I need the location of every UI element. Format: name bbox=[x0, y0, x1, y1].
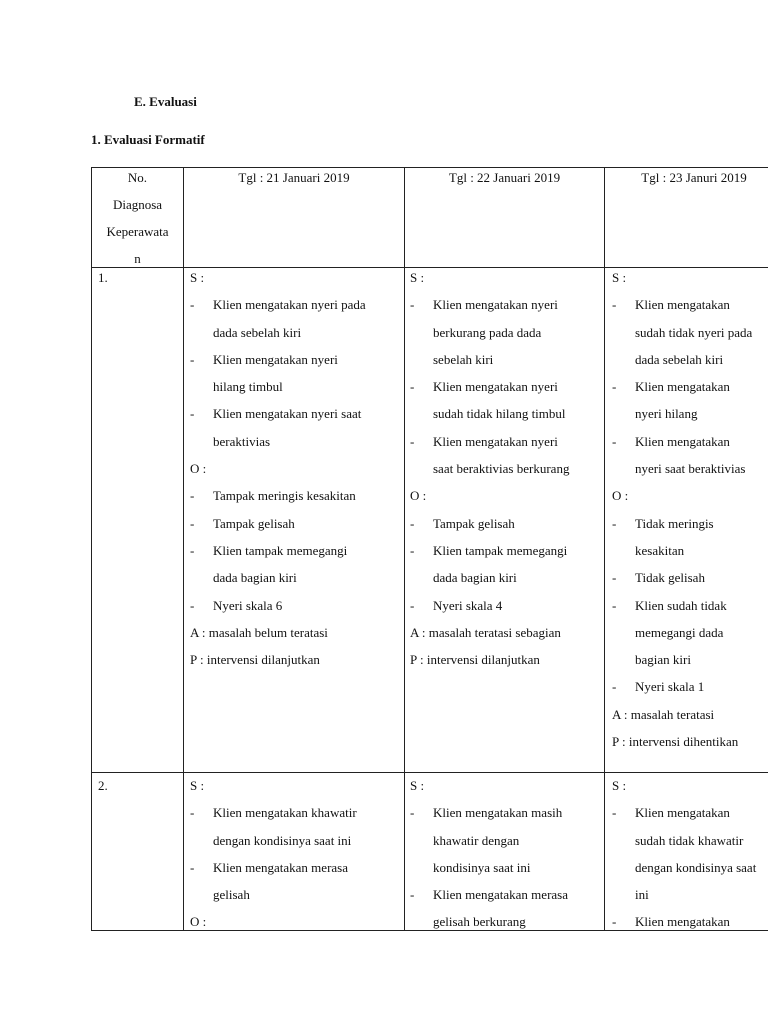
evaluation-cell bbox=[190, 772, 357, 936]
header-line: Keperawata bbox=[106, 224, 169, 239]
bullet-item bbox=[612, 564, 752, 591]
bullet-text bbox=[635, 373, 730, 428]
bullet-item bbox=[190, 592, 366, 619]
bullet-text bbox=[635, 673, 704, 700]
bullet-line: Klien sudah tidak bbox=[635, 597, 727, 613]
bullet-dash: - bbox=[190, 859, 195, 875]
bullet-line: kondisinya saat ini bbox=[433, 859, 531, 875]
bullet-item bbox=[410, 510, 569, 537]
bullet-line: sebelah kiri bbox=[433, 351, 494, 367]
evaluation-cell bbox=[410, 772, 568, 936]
bullet-line: bagian kiri bbox=[635, 652, 691, 668]
header-date-1: Tgl : 21 Januari 2019 bbox=[238, 170, 350, 185]
bullet-line: khawatir dengan bbox=[433, 832, 520, 848]
bullet-line: Klien mengatakan merasa bbox=[213, 859, 348, 875]
bullet-dash: - bbox=[612, 379, 617, 395]
bullet-line: Klien mengatakan khawatir bbox=[213, 805, 357, 821]
bullet-item bbox=[190, 291, 366, 346]
bullet-text bbox=[433, 799, 562, 881]
bullet-item bbox=[190, 400, 366, 455]
cell-paragraph: P : intervensi dilanjutkan bbox=[190, 652, 320, 668]
bullet-line: ini bbox=[635, 887, 649, 903]
bullet-text bbox=[635, 291, 752, 373]
bullet-line: Tampak meringis kesakitan bbox=[213, 488, 356, 504]
bullet-line: Nyeri skala 4 bbox=[433, 597, 503, 613]
bullet-dash: - bbox=[190, 597, 195, 613]
bullet-line: saat beraktivias berkurang bbox=[433, 461, 570, 477]
bullet-line: Klien mengatakan masih bbox=[433, 805, 563, 821]
bullet-line: kesakitan bbox=[635, 542, 685, 558]
bullet-text bbox=[213, 799, 357, 854]
bullet-text bbox=[213, 592, 282, 619]
bullet-text bbox=[213, 291, 366, 346]
bullet-line: berkurang pada dada bbox=[433, 324, 542, 340]
bullet-line: sudah tidak nyeri pada bbox=[635, 324, 753, 340]
bullet-item bbox=[190, 510, 366, 537]
bullet-text bbox=[433, 510, 515, 537]
bullet-line: dengan kondisinya saat bbox=[635, 859, 757, 875]
cell-paragraph: S : bbox=[190, 778, 205, 793]
bullet-line: Nyeri skala 1 bbox=[635, 679, 705, 695]
bullet-text bbox=[433, 428, 569, 483]
bullet-dash: - bbox=[612, 515, 617, 531]
bullet-item bbox=[612, 673, 752, 700]
bullet-text bbox=[635, 564, 705, 591]
cell-paragraph: O : bbox=[612, 488, 629, 504]
bullet-dash: - bbox=[612, 805, 617, 821]
header-date-2: Tgl : 22 Januari 2019 bbox=[448, 170, 561, 185]
bullet-line: sudah tidak khawatir bbox=[635, 832, 744, 848]
bullet-line: Klien mengatakan bbox=[635, 297, 730, 313]
table-border-left bbox=[91, 167, 92, 931]
cell-paragraph: P : intervensi dihentikan bbox=[612, 734, 739, 750]
bullet-text bbox=[213, 537, 347, 592]
bullet-line: gelisah berkurang bbox=[433, 914, 526, 930]
bullet-item bbox=[410, 881, 568, 936]
subsection-title: 1. Evaluasi Formatif bbox=[91, 132, 205, 147]
bullet-item bbox=[190, 537, 366, 592]
bullet-dash: - bbox=[410, 542, 415, 558]
bullet-item bbox=[190, 346, 366, 401]
bullet-dash: - bbox=[190, 488, 195, 504]
bullet-item bbox=[410, 291, 569, 373]
bullet-dash: - bbox=[190, 351, 195, 367]
bullet-text bbox=[635, 799, 756, 908]
bullet-line: sudah tidak hilang timbul bbox=[433, 406, 566, 422]
bullet-dash: - bbox=[612, 679, 617, 695]
bullet-line: Klien mengatakan bbox=[635, 433, 730, 449]
bullet-text bbox=[213, 346, 338, 401]
bullet-line: Klien mengatakan bbox=[635, 379, 730, 395]
bullet-text bbox=[213, 482, 356, 509]
bullet-line: Tidak gelisah bbox=[635, 570, 705, 586]
bullet-line: dada sebelah kiri bbox=[635, 351, 724, 367]
bullet-item bbox=[612, 799, 756, 908]
bullet-text bbox=[635, 510, 714, 565]
cell-paragraph: S : bbox=[410, 778, 425, 793]
bullet-line: nyeri hilang bbox=[635, 406, 698, 422]
bullet-dash: - bbox=[410, 887, 415, 903]
bullet-line: Klien mengatakan bbox=[635, 805, 730, 821]
bullet-text bbox=[213, 400, 361, 455]
bullet-line: Klien mengatakan nyeri bbox=[213, 351, 338, 367]
bullet-text bbox=[213, 510, 295, 537]
bullet-dash: - bbox=[612, 433, 617, 449]
bullet-item bbox=[612, 510, 752, 565]
cell-paragraph: S : bbox=[612, 778, 627, 793]
cell-paragraph: P : intervensi dilanjutkan bbox=[410, 652, 540, 668]
bullet-line: Klien mengatakan nyeri bbox=[433, 297, 558, 313]
bullet-item bbox=[612, 908, 756, 935]
bullet-line: hilang timbul bbox=[213, 379, 283, 395]
evaluation-cell bbox=[612, 772, 756, 936]
bullet-line: memegangi dada bbox=[635, 624, 724, 640]
bullet-line: Klien tampak memegangi bbox=[433, 542, 568, 558]
bullet-dash: - bbox=[612, 597, 617, 613]
bullet-text bbox=[213, 854, 348, 909]
bullet-line: Klien mengatakan nyeri pada bbox=[213, 297, 366, 313]
bullet-dash: - bbox=[190, 542, 195, 558]
bullet-line: Tidak meringis bbox=[635, 515, 714, 531]
bullet-line: dada sebelah kiri bbox=[213, 324, 302, 340]
row-number: 2. bbox=[98, 778, 108, 793]
cell-paragraph: A : masalah teratasi sebagian bbox=[410, 624, 561, 640]
bullet-text bbox=[635, 592, 727, 674]
bullet-line: dada bagian kiri bbox=[213, 570, 297, 586]
bullet-dash: - bbox=[410, 433, 415, 449]
bullet-line: Nyeri skala 6 bbox=[213, 597, 283, 613]
bullet-dash: - bbox=[612, 914, 617, 930]
bullet-line: Klien mengatakan nyeri saat bbox=[213, 406, 362, 422]
bullet-line: Klien mengatakan merasa bbox=[433, 887, 568, 903]
bullet-line: Klien mengatakan nyeri bbox=[433, 433, 558, 449]
bullet-text bbox=[635, 908, 730, 935]
bullet-dash: - bbox=[190, 515, 195, 531]
bullet-line: nyeri saat beraktivias bbox=[635, 461, 746, 477]
bullet-item bbox=[190, 799, 357, 854]
bullet-dash: - bbox=[612, 297, 617, 313]
bullet-text bbox=[433, 373, 566, 428]
bullet-item bbox=[410, 373, 569, 428]
header-line: No. bbox=[127, 170, 148, 185]
bullet-item bbox=[410, 537, 569, 592]
evaluation-cell bbox=[612, 264, 752, 755]
cell-paragraph: O : bbox=[190, 461, 207, 477]
cell-paragraph: S : bbox=[410, 270, 425, 285]
bullet-line: Klien mengatakan nyeri bbox=[433, 379, 558, 395]
header-date-3: Tgl : 23 Januri 2019 bbox=[641, 170, 747, 185]
bullet-line: Klien tampak memegangi bbox=[213, 542, 348, 558]
bullet-item bbox=[190, 854, 357, 909]
bullet-dash: - bbox=[410, 805, 415, 821]
bullet-dash: - bbox=[410, 379, 415, 395]
bullet-line: dada bagian kiri bbox=[433, 570, 517, 586]
bullet-line: Klien mengatakan bbox=[635, 914, 730, 930]
bullet-dash: - bbox=[190, 406, 195, 422]
row-number: 1. bbox=[98, 270, 108, 285]
bullet-text bbox=[433, 291, 558, 373]
evaluation-cell bbox=[190, 264, 366, 673]
bullet-item bbox=[612, 291, 752, 373]
column-divider bbox=[404, 167, 405, 931]
bullet-item bbox=[410, 592, 569, 619]
bullet-item bbox=[612, 592, 752, 674]
bullet-text bbox=[635, 428, 745, 483]
column-divider bbox=[604, 167, 605, 931]
bullet-line: beraktivias bbox=[213, 433, 271, 449]
bullet-text bbox=[433, 537, 567, 592]
bullet-item bbox=[612, 373, 752, 428]
cell-paragraph: A : masalah belum teratasi bbox=[190, 624, 328, 640]
bullet-text bbox=[433, 881, 568, 936]
header-line: n bbox=[134, 251, 141, 266]
bullet-text bbox=[433, 592, 502, 619]
bullet-dash: - bbox=[410, 297, 415, 313]
bullet-line: Tampak gelisah bbox=[433, 515, 515, 531]
cell-paragraph: O : bbox=[410, 488, 427, 504]
cell-paragraph: S : bbox=[190, 270, 205, 285]
bullet-dash: - bbox=[190, 297, 195, 313]
bullet-line: dengan kondisinya saat ini bbox=[213, 832, 352, 848]
section-title: E. Evaluasi bbox=[134, 94, 197, 109]
bullet-item bbox=[190, 482, 366, 509]
bullet-item bbox=[612, 428, 752, 483]
evaluation-cell bbox=[410, 264, 569, 673]
cell-paragraph: A : masalah teratasi bbox=[612, 706, 715, 722]
bullet-item bbox=[410, 428, 569, 483]
bullet-dash: - bbox=[612, 570, 617, 586]
cell-paragraph: O : bbox=[190, 914, 207, 930]
bullet-line: gelisah bbox=[213, 887, 250, 903]
column-divider bbox=[183, 167, 184, 931]
bullet-item bbox=[410, 799, 568, 881]
bullet-dash: - bbox=[410, 597, 415, 613]
header-no-diagnosa bbox=[92, 164, 183, 272]
bullet-dash: - bbox=[410, 515, 415, 531]
bullet-dash: - bbox=[190, 805, 195, 821]
bullet-line: Tampak gelisah bbox=[213, 515, 295, 531]
header-line: Diagnosa bbox=[112, 197, 163, 212]
cell-paragraph: S : bbox=[612, 270, 627, 285]
